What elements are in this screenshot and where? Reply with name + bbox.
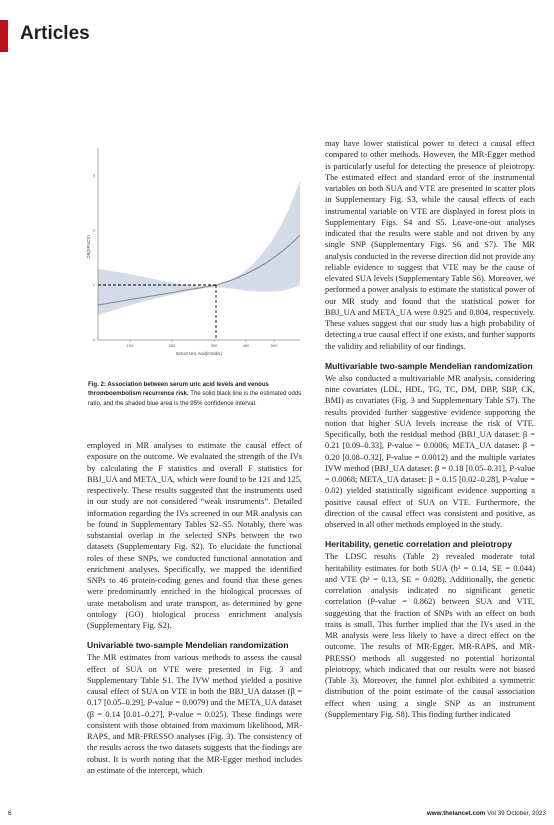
figure-caption-text: The solid black line is the estimated odds ratio, and the shaded blue area is the 95% confidence interval. [88, 390, 302, 407]
right-paragraph-3: The LDSC results (Table 2) revealed moderate total heritability estimates for both SUA (h² = 0.14, SE = 0.044) and VTE (h² = 0.13, SE = 0.028). Additionally, the genetic correlation analysis indicated no significant genetic correlation (P-value = 0.862) between SUA and VTE, suggesting that the fraction of SNPs with an effect on both traits is small. This further implied that the IVs used in the MR analysis were less likely to have a direct effect on the outcome. The results of MR-Egger, MR-RAPS, and MR-PRESSO methods all suggested no potential horizontal pleiotropy, which indicated that our results were not biased (Table 3). Moreover, the funnel plot exhibited a symmetric distribution of the point estimate of the causal association effect when using a single SNP as an instrument (Supplementary Fig. S8). This finding further indicated [325, 552, 535, 719]
section-title: Articles [20, 23, 90, 44]
right-paragraph-2: We also conducted a multivariable MR analysis, considering nine covariates (LDL, HDL, TG, TC, DM, DBP, SBP, CK, BMI) as covariates (Fig. 3 and Supplementary Table S7). The results provided further suggestive evidence supporting the notion that higher SUA levels increase the risk of VTE. Specifically, both the residual method (BBJ_UA dataset: β = 0.21 [0.09–0.33], P-value = 0.0006; META_UA dataset: β = 0.20 [0.08–0.32], P-value = 0.0012) and the multiple variates IVW method (BBJ_UA dataset: β = 0.18 [0.05–0.31], P-value = 0.0068; META_UA dataset: β = 0.15 [0.02–0.28], P-value = 0.02) yielded statistically significant evidence supporting a positive causal effect of SUA on VTE. Furthermore, the direction of the causal effect was consistent and positive, as observed in all other methods employed in the study. [325, 373, 535, 529]
x-axis-ticks [127, 340, 278, 348]
left-column [87, 440, 302, 776]
right-paragraph-1: may have lower statistical power to detect a causal effect compared to other methods. However, the MR-Egger method is particularly useful for detecting the presence of pleiotropy. The estimated effect and standard error of the instrumental variables on both SUA and VTE are presented in scatter plots in Supplementary Fig. S3, while the causal effects of each instrumental variable on VTE are displayed in forest plots in Supplementary Figs. S4 and S5. Leave-one-out analyses indicated that the results were stable and not driven by any single SNP (Supplementary Figs. S6 and S7). The MR analysis conducted in the reverse direction did not provide any reliable evidence to suggest that VTE may be the cause of elevated SUA levels (Supplementary Table S6). Moreover, we performed a power analysis to estimate the statistical power of our MR study and found that the statistical power for BBJ_UA and META_UA were 0.925 and 0.804, respectively. These values suggest that our study has a high probability of detecting a true causal effect if one exists, and further supports the validity and reliability of our findings. [325, 139, 536, 351]
journal-footer [427, 810, 546, 817]
x-tick-label: 400 [242, 343, 250, 348]
x-axis-label: Serum Uric Acid(mmol/L) [175, 351, 223, 356]
y-tick-label: 0 [92, 337, 95, 343]
journal-url[interactable]: www.thelancet.com [426, 810, 486, 817]
x-tick-label: 500 [270, 343, 278, 348]
y-axis-ticks [93, 173, 96, 343]
heading-univariable-mr: Univariable two-sample Mendelian randomization [87, 640, 289, 651]
x-tick-label: 300 [210, 343, 218, 348]
left-paragraph-1: employed in MR analyses to estimate the causal effect of exposure on the outcome. We evaluated the strength of the IVs by calculating the F statistics and overall F statistics for BBJ_UA and META_UA, which were found to be 121 and 125, respectively. These results suggested that the instruments used in our study are not considered “weak instruments”. Detailed information regarding the IVs screened in our MR analysis can be found in Supplementary Tables S2–S5. Notably, there was substantial overlap in the selected SNPs between the two datasets (Supplementary Fig. S2). To elucidate the functional roles of these SNPs, we conducted functional annotation and enrichment analyses. Specifically, we mapped the identified SNPs to 46 protein-coding genes and found that these genes were predominantly enriched in the biological processes of urate metabolism and urate transport, as determined by gene ontology (GO) biological process enrichment analysis (Supplementary Fig. S2). [87, 441, 302, 630]
x-tick-label: 100 [126, 343, 134, 348]
heading-heritability: Heritability, genetic correlation and pleiotropy [325, 539, 513, 550]
x-tick-label: 200 [168, 343, 176, 348]
heading-multivariable-mr: Multivariable two-sample Mendelian randomization [325, 360, 533, 371]
figure-caption-label: Fig. 2: Association between serum uric acid levels and venous thromboembolism recurrence risk. [88, 381, 269, 398]
y-tick-label: 3 [92, 172, 95, 178]
left-paragraph-2: The MR estimates from various methods to assess the causal effect of SUA on VTE were presented in Fig. 3 and Supplementary Table S1. The IVW method yielded a positive causal effect of SUA on VTE in both the BBJ_UA dataset (β = 0.17 [0.05–0.29], P-value = 0.0079) and the META_UA dataset (β = 0.14 [0.01–0.27], P-value = 0.025). These findings were consistent with those obtained from maximum likelihood, MR-RAPS, and MR-PRESSO analyses (Fig. 3). The consistency of the results across the two datasets suggests that the findings are robust. It is worth noting that the MR-Egger method includes an estimate of the intercept, which [87, 653, 302, 775]
journal-issue: Vol 39 October, 2023 [487, 810, 546, 817]
figure-plot [86, 140, 302, 372]
confidence-band [98, 180, 300, 315]
page-number: 6 [8, 810, 12, 817]
y-axis-label: OR(SPUCS) [86, 235, 91, 259]
right-column [325, 138, 535, 720]
y-tick-label: 2 [92, 227, 95, 233]
section-color-bar [0, 20, 8, 52]
figure-caption [88, 380, 304, 408]
y-tick-label: 1 [92, 282, 95, 288]
figure-2 [86, 140, 302, 372]
